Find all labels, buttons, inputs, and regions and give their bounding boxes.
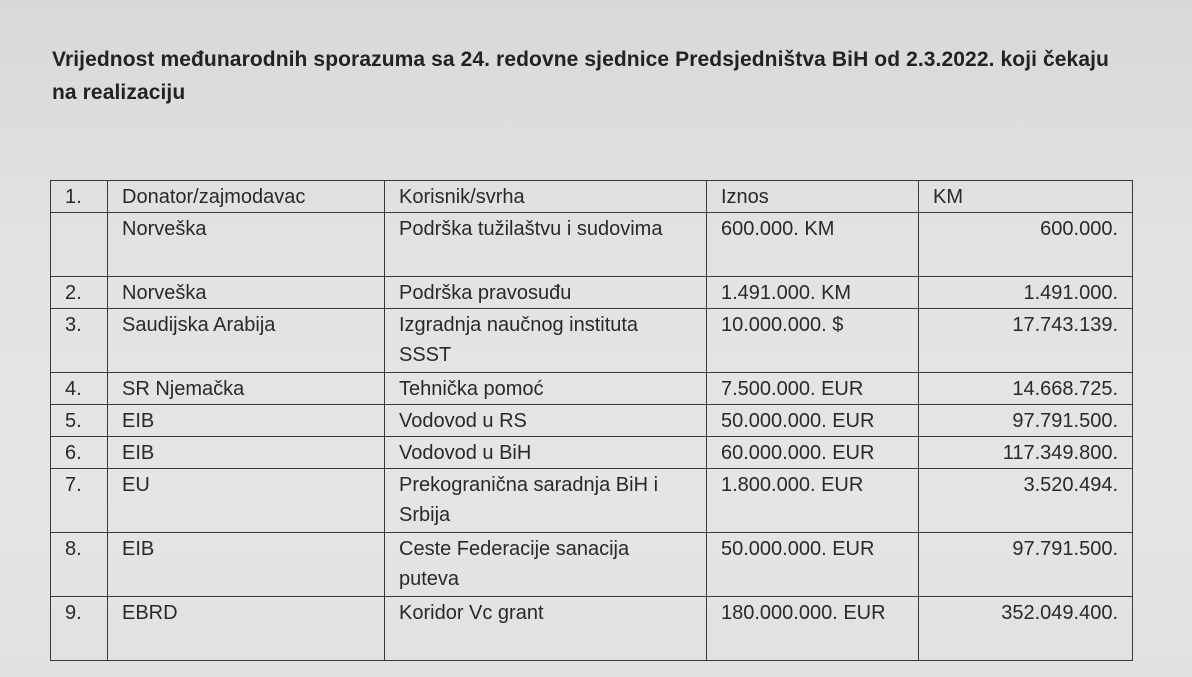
table-row xyxy=(51,373,1133,405)
row-donor: EIB xyxy=(108,405,385,437)
agreements-table xyxy=(50,180,1133,661)
header-num: 1. xyxy=(51,181,108,213)
row-num: 9. xyxy=(51,597,108,661)
table-row xyxy=(51,213,1133,277)
row-beneficiary: Izgradnja naučnog instituta SSST xyxy=(385,309,707,373)
row-donor: Saudijska Arabija xyxy=(108,309,385,373)
table-row xyxy=(51,469,1133,533)
table-row xyxy=(51,277,1133,309)
row-num: 6. xyxy=(51,437,108,469)
header-amount: Iznos xyxy=(707,181,919,213)
row-num: 4. xyxy=(51,373,108,405)
header-beneficiary: Korisnik/svrha xyxy=(385,181,707,213)
row-beneficiary: Podrška pravosuđu xyxy=(385,277,707,309)
row-km: 352.049.400. xyxy=(919,597,1133,661)
table-row xyxy=(51,597,1133,661)
row-beneficiary: Vodovod u RS xyxy=(385,405,707,437)
row-km: 14.668.725. xyxy=(919,373,1133,405)
row-beneficiary: Vodovod u BiH xyxy=(385,437,707,469)
table-row xyxy=(51,533,1133,597)
row-km: 3.520.494. xyxy=(919,469,1133,533)
row-km: 600.000. xyxy=(919,213,1133,277)
row-num xyxy=(51,213,108,277)
row-donor: SR Njemačka xyxy=(108,373,385,405)
row-beneficiary: Podrška tužilaštvu i sudovima xyxy=(385,213,707,277)
row-donor: EIB xyxy=(108,437,385,469)
row-amount: 50.000.000. EUR xyxy=(707,533,919,597)
row-km: 17.743.139. xyxy=(919,309,1133,373)
row-km: 1.491.000. xyxy=(919,277,1133,309)
row-num: 3. xyxy=(51,309,108,373)
row-amount: 50.000.000. EUR xyxy=(707,405,919,437)
row-num: 8. xyxy=(51,533,108,597)
row-amount: 60.000.000. EUR xyxy=(707,437,919,469)
row-amount: 180.000.000. EUR xyxy=(707,597,919,661)
row-km: 97.791.500. xyxy=(919,405,1133,437)
table-row xyxy=(51,405,1133,437)
table-row xyxy=(51,309,1133,373)
row-amount: 7.500.000. EUR xyxy=(707,373,919,405)
row-beneficiary: Prekogranična saradnja BiH i Srbija xyxy=(385,469,707,533)
row-donor: EBRD xyxy=(108,597,385,661)
row-amount: 1.491.000. KM xyxy=(707,277,919,309)
row-amount: 10.000.000. $ xyxy=(707,309,919,373)
row-donor: EIB xyxy=(108,533,385,597)
row-km: 97.791.500. xyxy=(919,533,1133,597)
row-beneficiary: Ceste Federacije sanacija puteva xyxy=(385,533,707,597)
row-num: 2. xyxy=(51,277,108,309)
row-donor: EU xyxy=(108,469,385,533)
header-km: KM xyxy=(919,181,1133,213)
row-amount: 600.000. KM xyxy=(707,213,919,277)
row-donor: Norveška xyxy=(108,277,385,309)
table-row xyxy=(51,437,1133,469)
document-title: Vrijednost međunarodnih sporazuma sa 24. redovne sjednice Predsjedništva BiH od 2.3.2022. koji čekaju na realizaciju xyxy=(52,48,1109,104)
row-num: 7. xyxy=(51,469,108,533)
row-amount: 1.800.000. EUR xyxy=(707,469,919,533)
row-num: 5. xyxy=(51,405,108,437)
row-beneficiary: Koridor Vc grant xyxy=(385,597,707,661)
header-donor: Donator/zajmodavac xyxy=(108,181,385,213)
table-header-row xyxy=(51,181,1133,213)
row-km: 117.349.800. xyxy=(919,437,1133,469)
row-donor: Norveška xyxy=(108,213,385,277)
row-beneficiary: Tehnička pomoć xyxy=(385,373,707,405)
